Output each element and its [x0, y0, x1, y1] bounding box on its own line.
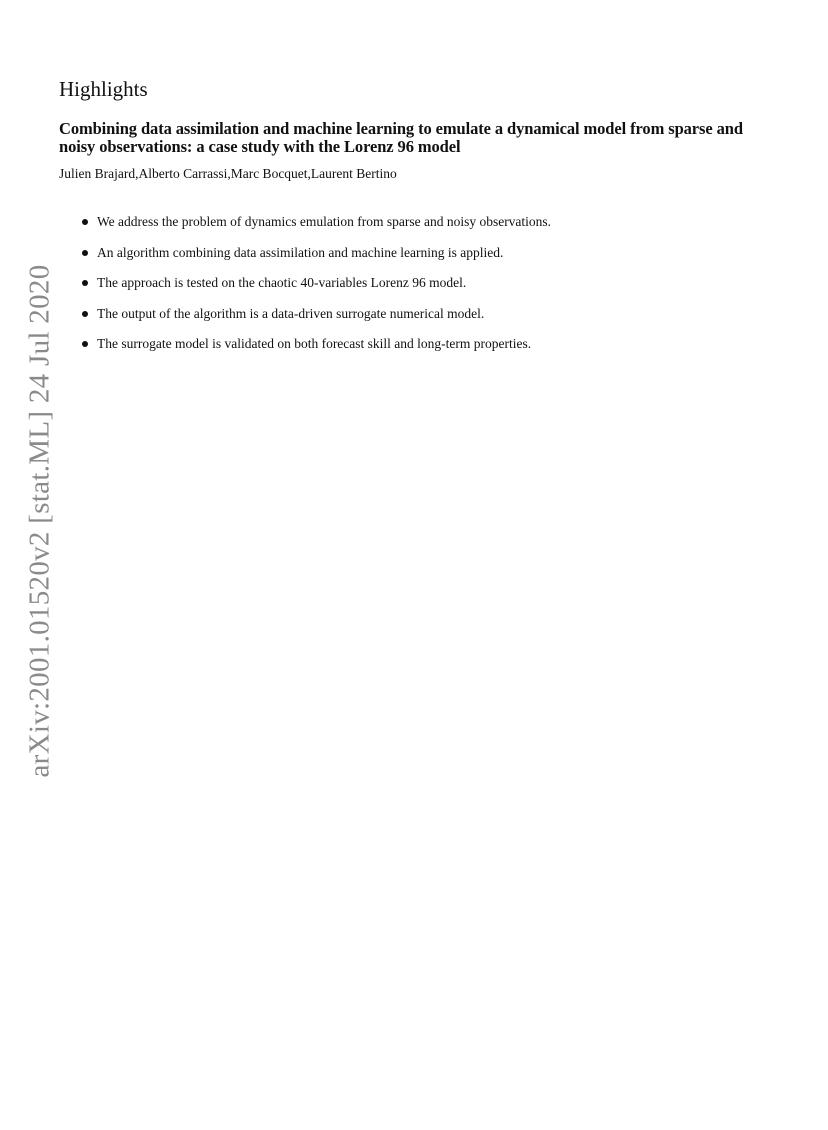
- arxiv-identifier-stamp: arXiv:2001.01520v2 [stat.ML] 24 Jul 2020: [23, 264, 56, 778]
- bullet-icon: [82, 250, 88, 256]
- highlights-list: [82, 212, 551, 365]
- bullet-icon: [82, 280, 88, 286]
- highlight-text: We address the problem of dynamics emulation from sparse and noisy observations.: [97, 214, 552, 229]
- highlight-item: [82, 334, 551, 365]
- bullet-icon: [82, 341, 88, 347]
- highlight-item: [82, 243, 551, 274]
- highlight-text: The surrogate model is validated on both forecast skill and long-term properties.: [97, 336, 532, 351]
- highlight-text: The approach is tested on the chaotic 40-variables Lorenz 96 model.: [97, 275, 467, 290]
- highlight-item: [82, 304, 551, 335]
- highlight-text: The output of the algorithm is a data-driven surrogate numerical model.: [97, 305, 485, 321]
- author-list: Julien Brajard,Alberto Carrassi,Marc Bocquet,Laurent Bertino: [59, 166, 397, 181]
- bullet-icon: [82, 311, 88, 317]
- highlight-text: An algorithm combining data assimilation and machine learning is applied.: [97, 244, 504, 260]
- highlight-item: [82, 273, 551, 304]
- paper-title: Combining data assimilation and machine learning to emulate a dynamical model from sparse and noisy observations: a case study with the Lorenz 96 model: [59, 119, 743, 156]
- section-heading: Highlights: [59, 77, 148, 101]
- highlight-item: [82, 212, 551, 243]
- bullet-icon: [82, 219, 88, 225]
